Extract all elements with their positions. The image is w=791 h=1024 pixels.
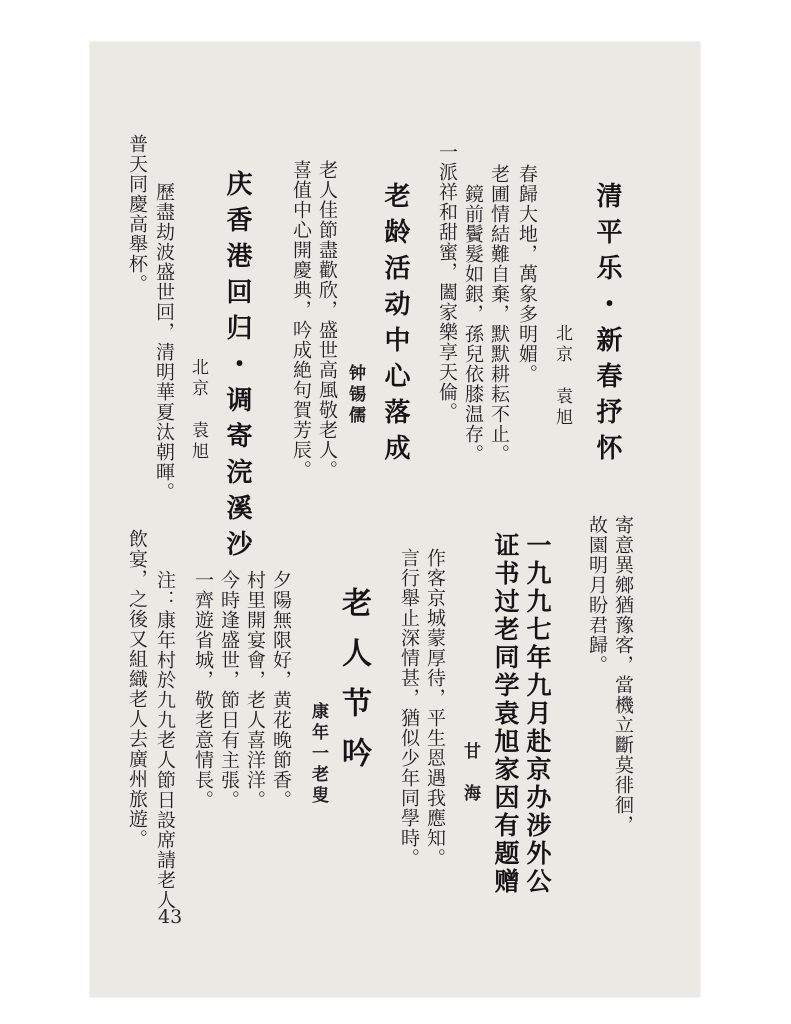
poem1-title: 清平乐・新春抒怀: [592, 182, 622, 470]
poem2-author: 钟锡儒: [345, 364, 365, 427]
poem1-author: 北京 袁旭: [552, 324, 572, 429]
poem1-line-1: 春歸大地，萬象多明媚。: [516, 164, 538, 384]
poem6-author: 康年一老叟: [308, 702, 328, 807]
poem3-author: 北京 袁旭: [188, 358, 208, 463]
poem5-title-line-1: 一九九七年九月赴京办涉外公: [523, 532, 552, 896]
poem6-note-line-2: 飲宴，之後又組織老人去廣州旅遊。: [126, 529, 148, 849]
poem5-author: 甘 海: [460, 742, 480, 805]
poem4-line-2: 故園明月盼君歸。: [586, 515, 608, 675]
poem2-title: 老龄活动中心落成: [380, 182, 410, 470]
poem6-line-3: 今時逢盛世，節日有主張。: [218, 570, 240, 810]
poem6-line-1: 夕陽無限好，黄花晚節香。: [270, 570, 292, 810]
poem3-title: 庆香港回归・调寄浣溪沙: [222, 170, 252, 566]
poem3-line-1: 歷盡劫波盛世回，清明華夏汰朝暉。: [153, 182, 175, 502]
poem4-line-1: 寄意異鄉猶豫客，當機立斷莫徘徊，: [612, 515, 634, 835]
poem6-title: 老人节吟: [336, 587, 371, 787]
poem5-line-1: 作客京城蒙厚待，平生恩遇我應知。: [424, 548, 446, 868]
poem2-line-1: 老人佳節盡歡欣，盛世高風敬老人。: [316, 160, 338, 480]
poem1-line-4: 一派祥和甜蜜，闔家樂享天倫。: [436, 142, 458, 422]
book-page: [90, 42, 700, 997]
poem3-line-2: 普天同慶高舉杯。: [126, 134, 148, 294]
poem1-line-3: 鏡前鬢髮如銀，孫兒依膝温存。: [462, 184, 484, 464]
poem5-line-2: 言行舉止深情甚，猶似少年同學時。: [398, 548, 420, 868]
poem6-note-line-1: 注：康年村於九九老人節日設席請老人: [154, 570, 176, 910]
poem6-line-4: 一齊遊省城，敬老意情長。: [192, 570, 214, 810]
poem5-title-line-2: 证书过老同学袁旭家因有题赠: [491, 532, 520, 896]
page-number: 43: [158, 906, 183, 928]
poem1-line-2: 老圃情結難自棄，默默耕耘不止。: [488, 164, 510, 464]
poem6-line-2: 村里開宴會，老人喜洋洋。: [244, 570, 266, 810]
poem2-line-2: 喜值中心開慶典，吟成絶句賀芳辰。: [290, 160, 312, 480]
